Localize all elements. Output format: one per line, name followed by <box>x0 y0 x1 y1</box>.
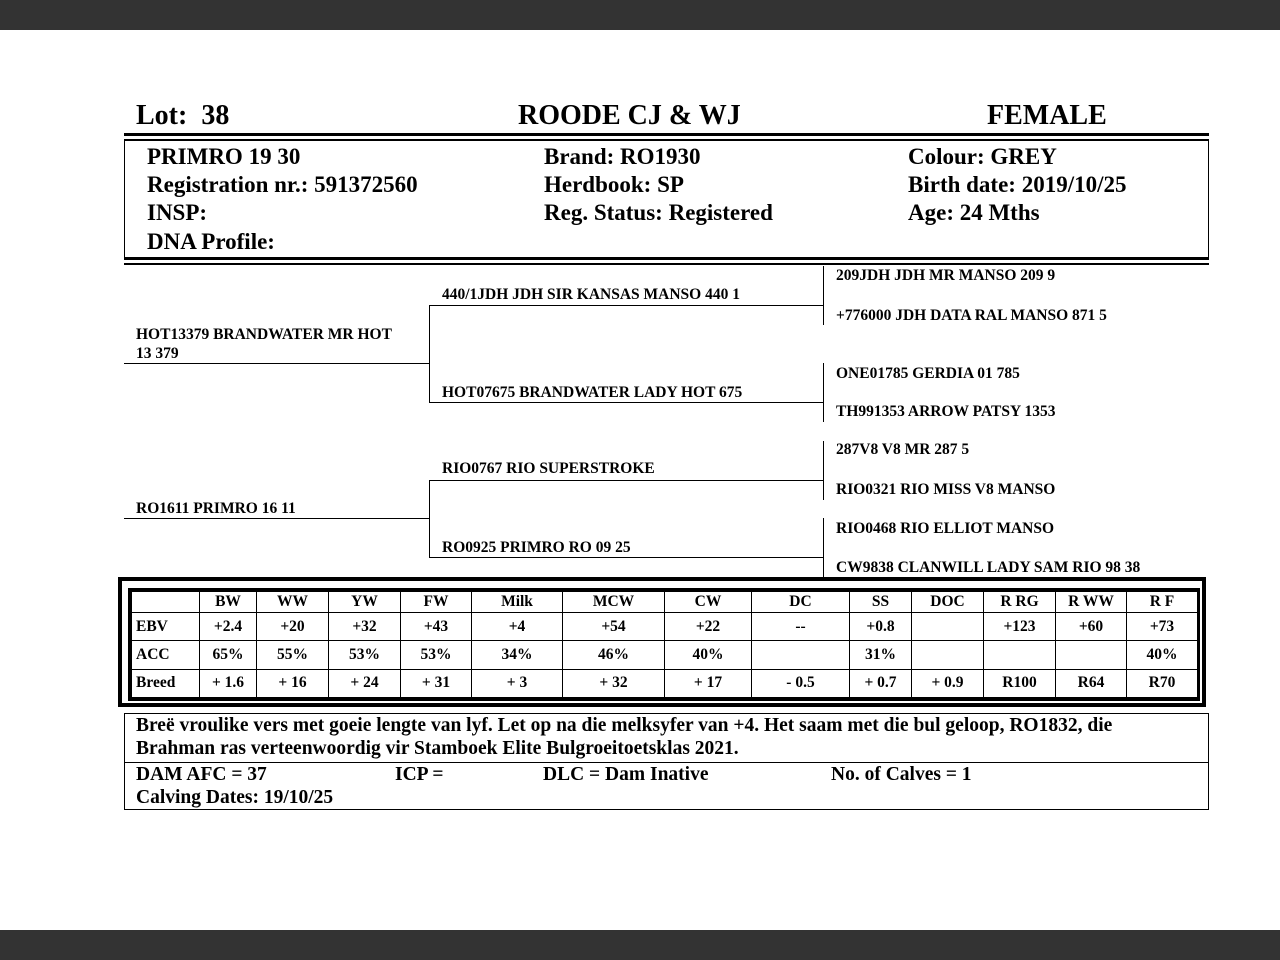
ebv-cell <box>912 613 984 641</box>
ebv-col-header: YW <box>329 592 401 613</box>
age-field: Age: 24 Mths <box>908 200 1040 225</box>
ebv-cell: 53% <box>401 641 472 669</box>
ebv-cell: 55% <box>257 641 329 669</box>
dam-afc: DAM AFC = 37 <box>136 764 267 785</box>
ped-line-dam <box>124 518 430 519</box>
ebv-col-header: MCW <box>563 592 665 613</box>
ebv-cell: + 1.6 <box>200 669 257 697</box>
colour-field: Colour: GREY <box>908 144 1057 169</box>
ebv-cell: +43 <box>401 613 472 641</box>
comment-line-2: Brahman ras verteenwoordig vir Stamboek Elite Bulgroeitoetsklas 2021. <box>136 738 739 759</box>
ebv-col-header: DOC <box>912 592 984 613</box>
ebv-cell: 40% <box>1127 641 1198 669</box>
pedigree-dsd: RIO0321 RIO MISS V8 MANSO <box>836 481 1056 498</box>
viewer-bottom-bar <box>0 930 1280 960</box>
ped-line-sd <box>429 402 823 403</box>
icp-field: ICP = <box>395 764 444 785</box>
ebv-col-header: BW <box>200 592 257 613</box>
ebv-cell: +73 <box>1127 613 1198 641</box>
pedigree-sire-sire: 440/1JDH JDH SIR KANSAS MANSO 440 1 <box>442 286 740 303</box>
lot-heading <box>136 100 229 132</box>
info-left-border <box>124 139 125 259</box>
ebv-col-header: FW <box>401 592 472 613</box>
dlc-field: DLC = Dam Inative <box>543 764 709 785</box>
ebv-cell: - 0.5 <box>752 669 850 697</box>
ebv-col-header: R RG <box>984 592 1056 613</box>
ebv-cell: +22 <box>665 613 752 641</box>
ebv-cell: + 24 <box>329 669 401 697</box>
reg-status-field: Reg. Status: Registered <box>544 200 773 225</box>
info-right-border <box>1208 139 1209 259</box>
comment-line-1: Breë vroulike vers met goeie lengte van lyf. Let op na die melksyfer van +4. Het saam met die bul geloop, RO1832, die <box>136 715 1113 736</box>
lot-number: 38 <box>201 100 230 131</box>
ebv-cell: +123 <box>984 613 1056 641</box>
ebv-table <box>131 591 1198 698</box>
ebv-col-header: WW <box>257 592 329 613</box>
ebv-cell: + 3 <box>472 669 563 697</box>
ebv-col-header: Milk <box>472 592 563 613</box>
viewer-top-bar <box>0 0 1280 30</box>
table-row <box>132 669 1198 697</box>
ebv-cell: 34% <box>472 641 563 669</box>
pedigree-sire-line2: 13 379 <box>136 345 179 362</box>
ebv-col-header: SS <box>850 592 912 613</box>
pedigree-dam-sire: RIO0767 RIO SUPERSTROKE <box>442 460 655 477</box>
ped-bracket-ss <box>823 266 824 325</box>
ebv-row-label: Breed <box>132 669 200 697</box>
notes-divider <box>125 762 1208 763</box>
ped-bracket-dd <box>823 518 824 577</box>
ebv-col-header: CW <box>665 592 752 613</box>
ebv-cell: 40% <box>665 641 752 669</box>
ebv-cell: R64 <box>1056 669 1127 697</box>
dna-profile-field: DNA Profile: <box>147 229 275 254</box>
info-rule-thick <box>124 257 1209 260</box>
ebv-cell <box>984 641 1056 669</box>
ebv-col-header: R WW <box>1056 592 1127 613</box>
ebv-col-header <box>132 592 200 613</box>
ebv-cell: + 32 <box>563 669 665 697</box>
ped-bracket-sd <box>823 363 824 422</box>
ebv-cell: +32 <box>329 613 401 641</box>
ebv-cell: 31% <box>850 641 912 669</box>
pedigree-sire-dam: HOT07675 BRANDWATER LADY HOT 675 <box>442 384 743 401</box>
ebv-cell: +20 <box>257 613 329 641</box>
ebv-cell: 65% <box>200 641 257 669</box>
animal-name: PRIMRO 19 30 <box>147 144 301 169</box>
lot-label: Lot: <box>136 100 188 131</box>
ebv-cell <box>912 641 984 669</box>
pedigree-sdd: TH991353 ARROW PATSY 1353 <box>836 403 1056 420</box>
header-rule-thick <box>124 133 1209 136</box>
pedigree-sds: ONE01785 GERDIA 01 785 <box>836 365 1020 382</box>
pedigree-ssd: +776000 JDH DATA RAL MANSO 871 5 <box>836 307 1107 324</box>
ebv-cell: +54 <box>563 613 665 641</box>
header-rule-thin <box>124 139 1209 141</box>
ebv-col-header: R F <box>1127 592 1198 613</box>
herdbook-field: Herdbook: SP <box>544 172 684 197</box>
sex-label: FEMALE <box>987 100 1107 131</box>
calves-count: No. of Calves = 1 <box>831 764 972 785</box>
ebv-col-header: DC <box>752 592 850 613</box>
pedigree-dss: 287V8 V8 MR 287 5 <box>836 441 970 458</box>
ped-bracket-sire <box>429 305 430 403</box>
calving-dates: Calving Dates: 19/10/25 <box>136 787 334 808</box>
ebv-cell: +4 <box>472 613 563 641</box>
birth-date-field: Birth date: 2019/10/25 <box>908 172 1127 197</box>
table-row <box>132 613 1198 641</box>
ebv-cell: +60 <box>1056 613 1127 641</box>
brand-field: Brand: RO1930 <box>544 144 701 169</box>
ebv-cell: +2.4 <box>200 613 257 641</box>
ebv-cell: + 16 <box>257 669 329 697</box>
ebv-cell: R100 <box>984 669 1056 697</box>
ped-line-sire <box>124 363 430 364</box>
pedigree-dam: RO1611 PRIMRO 16 11 <box>136 500 296 517</box>
pedigree-dds: RIO0468 RIO ELLIOT MANSO <box>836 520 1055 537</box>
pedigree-sire: HOT13379 BRANDWATER MR HOT <box>136 326 392 343</box>
info-rule-thin <box>124 263 1209 265</box>
table-row <box>132 641 1198 669</box>
ebv-header-row <box>132 592 1198 613</box>
ebv-cell: -- <box>752 613 850 641</box>
ebv-cell: + 31 <box>401 669 472 697</box>
registration-number: Registration nr.: 591372560 <box>147 172 418 197</box>
ebv-cell <box>1056 641 1127 669</box>
ebv-cell: 46% <box>563 641 665 669</box>
ebv-cell: + 0.9 <box>912 669 984 697</box>
ped-line-ss <box>429 305 823 306</box>
pedigree-sss: 209JDH JDH MR MANSO 209 9 <box>836 267 1056 284</box>
ped-bracket-ds <box>823 441 824 500</box>
ebv-row-label: EBV <box>132 613 200 641</box>
ped-bracket-dam <box>429 480 430 558</box>
ebv-cell: 53% <box>329 641 401 669</box>
pedigree-dam-dam: RO0925 PRIMRO RO 09 25 <box>442 539 631 556</box>
pedigree-ddd: CW9838 CLANWILL LADY SAM RIO 98 38 <box>836 559 1141 576</box>
insp-field: INSP: <box>147 200 208 225</box>
ped-line-ds <box>429 480 823 481</box>
breeder-name: ROODE CJ & WJ <box>518 100 741 131</box>
ebv-cell <box>752 641 850 669</box>
ebv-row-label: ACC <box>132 641 200 669</box>
ebv-cell: R70 <box>1127 669 1198 697</box>
ebv-cell: + 0.7 <box>850 669 912 697</box>
ped-line-dd <box>429 557 823 558</box>
ebv-cell: + 17 <box>665 669 752 697</box>
ebv-cell: +0.8 <box>850 613 912 641</box>
